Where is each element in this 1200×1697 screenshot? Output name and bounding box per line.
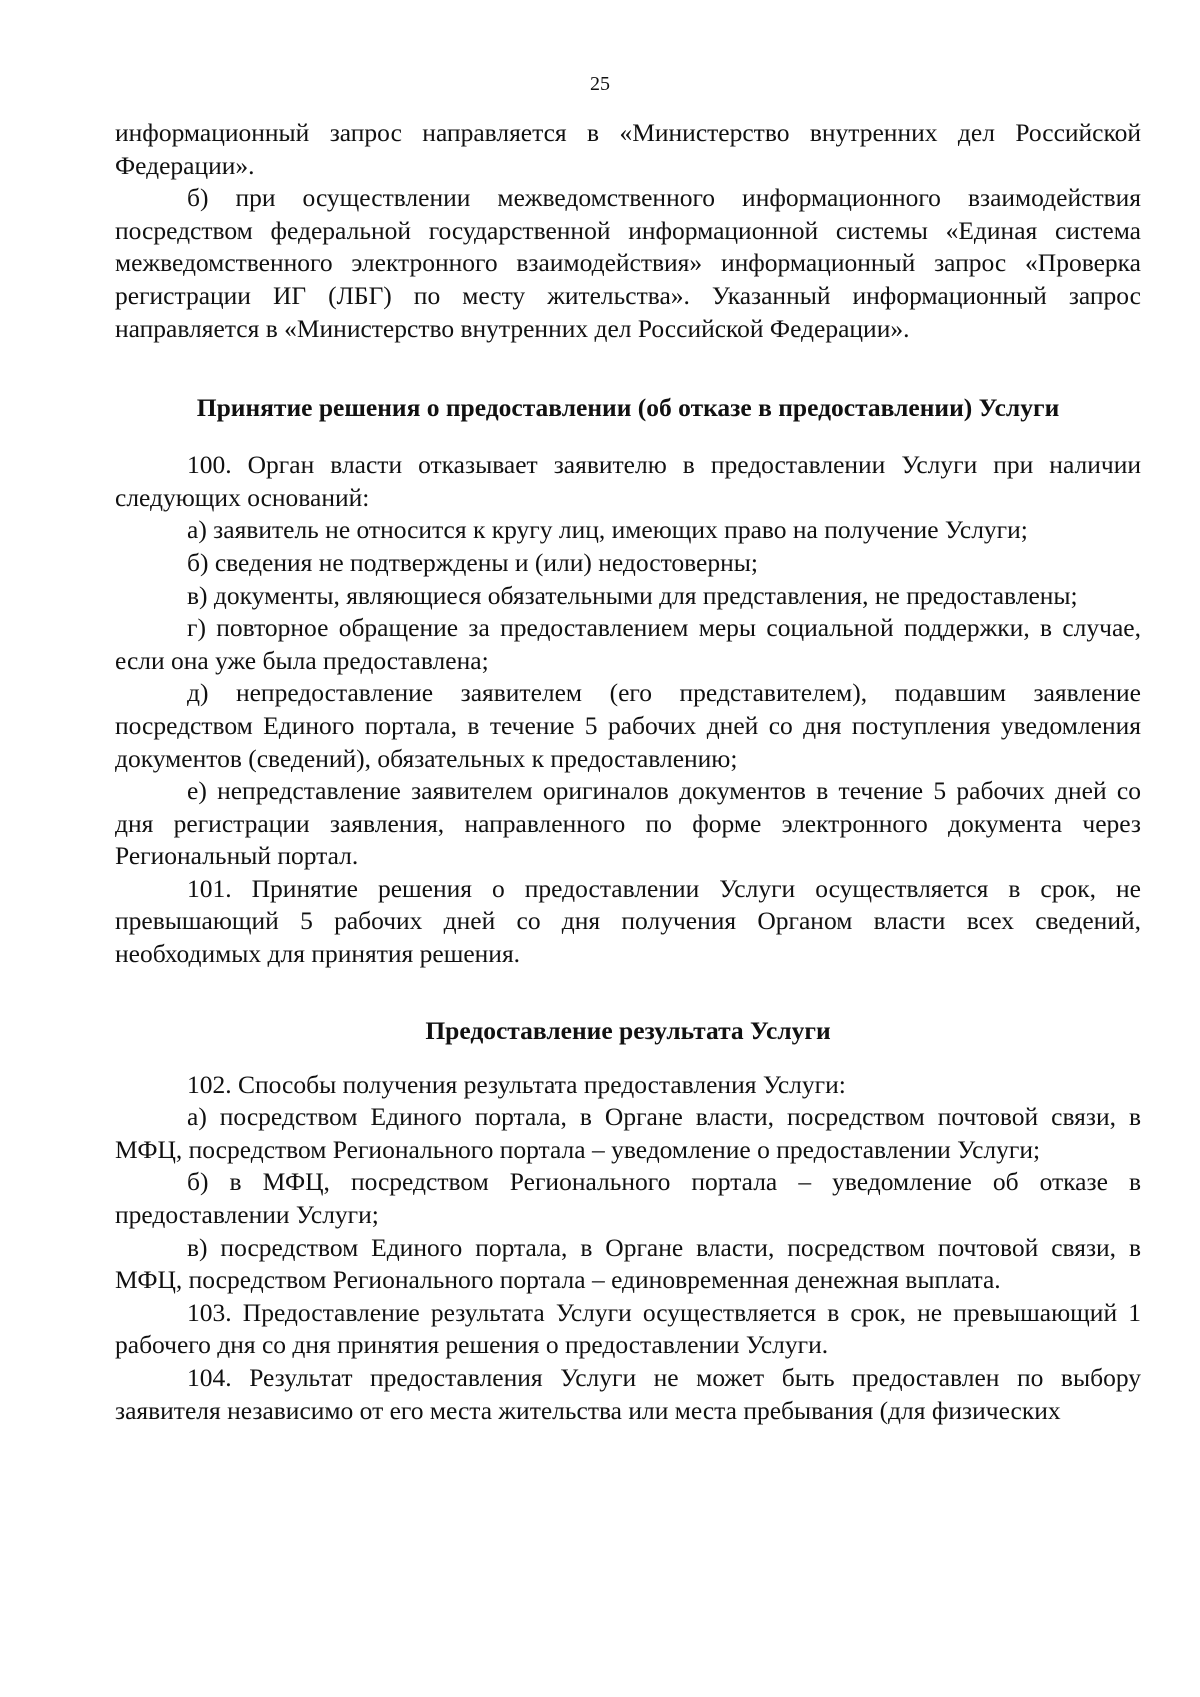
paragraph-102-b: б) в МФЦ, посредством Регионального портала – уведомление об отказе в предоставлении Услуги; [115,1167,1141,1230]
paragraph-100-a: а) заявитель не относится к кругу лиц, имеющих право на получение Услуги; [187,515,1028,545]
paragraph-100: 100. Орган власти отказывает заявителю в предоставлении Услуги при наличии следующих оснований: [115,450,1141,512]
page-number: 25 [590,73,610,95]
document-body [115,117,1141,1427]
paragraph-101: 101. Принятие решения о предоставлении Услуги осуществляется в срок, не превышающий 5 рабочих дней со дня получения Органом власти всех сведений, необходимых для принятия решения. [115,873,1141,969]
section-heading-decision: Принятие решения о предоставлении (об отказе в предоставлении) Услуги [196,393,1060,423]
paragraph-100-v: в) документы, являющиеся обязательными для представления, не предоставлены; [187,580,1078,610]
paragraph-continuation: информационный запрос направляется в «Министерство внутренних дел Российской Федерации». [115,118,1141,180]
paragraph-104: 104. Результат предоставления Услуги не может быть предоставлен по выбору заявителя независимо от его места жительства или места пребывания (для физических [115,1363,1141,1425]
paragraph-102-v: в) посредством Единого портала, в Органе власти, посредством почтовой связи, в МФЦ, посредством Регионального портала – единовременная денежная выплата. [115,1232,1141,1295]
paragraph-102-a: а) посредством Единого портала, в Органе власти, посредством почтовой связи, в МФЦ, посредством Регионального портала – уведомление о предоставлении Услуги; [115,1102,1141,1164]
paragraph-100-b: б) сведения не подтверждены и (или) недостоверны; [187,547,758,577]
paragraph-100-g: г) повторное обращение за предоставлением меры социальной поддержки, в случае, если она уже была предоставлена; [115,613,1141,675]
paragraph-100-e: е) непредставление заявителем оригиналов документов в течение 5 рабочих дней со дня регистрации заявления, направленного по форме электронного документа через Региональный портал. [115,776,1141,871]
paragraph-103: 103. Предоставление результата Услуги осуществляется в срок, не превышающий 1 рабочего дня со дня принятия решения о предоставлении Услуги. [115,1297,1141,1360]
section-heading-result: Предоставление результата Услуги [425,1015,831,1045]
paragraph-100-d: д) непредоставление заявителем (его представителем), подавшим заявление посредством Единого портала, в течение 5 рабочих дней со дня поступления уведомления документов (сведений), обязательных к предоставлению; [115,678,1141,773]
paragraph-item-b-intro: б) при осуществлении межведомственного информационного взаимодействия посредством федеральной государственной информационной системы «Единая система межведомственного электронного взаимодействия» информационный запрос «Проверка регистрации ИГ (ЛБГ) по месту жительства». Указанный информационный запрос направляется в «Министерство внутренних дел Российской Федерации». [115,183,1141,343]
paragraph-102: 102. Способы получения результата предоставления Услуги: [187,1069,846,1099]
